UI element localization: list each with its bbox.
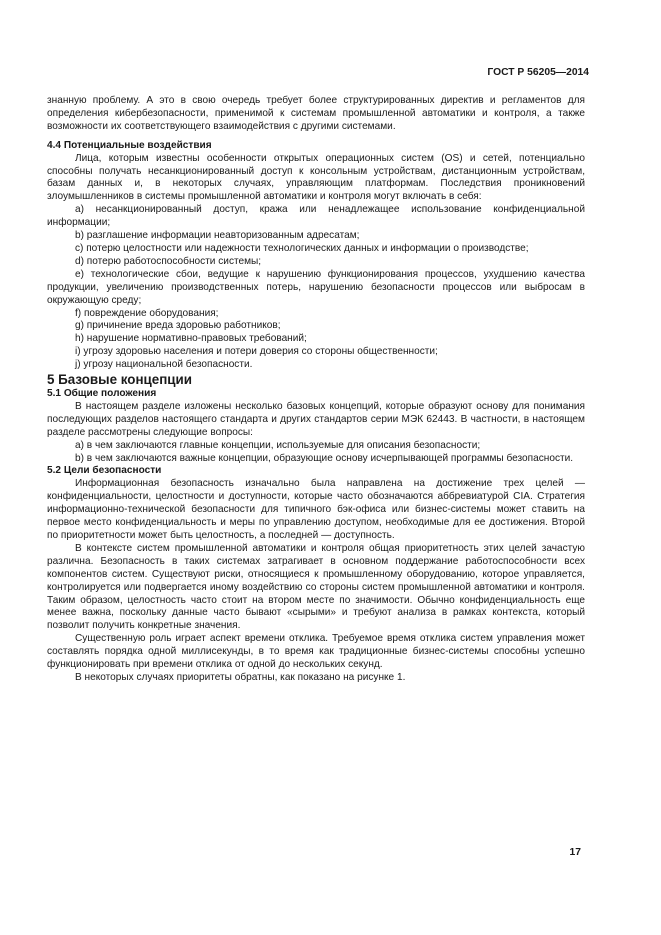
page-content — [47, 95, 585, 685]
list-item-5-1-b: b) в чем заключаются важные концепции, образующие основу исчерпывающей программы безопасности. — [75, 452, 574, 464]
section-4-4-heading: 4.4 Потенциальные воздействия — [47, 139, 212, 151]
list-item-i: i) угрозу здоровью населения и потери доверия со стороны общественности; — [75, 346, 438, 358]
list-item-5-1-a: а) в чем заключаются главные концепции, используемые для описания безопасности; — [75, 439, 481, 451]
list-item-e: е) технологические сбои, ведущие к нарушению функционирования процессов, ухудшению качества продукции, увеличению производственных потерь, нарушению безопасности процессов или выбросам в окружающую среду; — [47, 268, 585, 306]
section-5-2-paragraph: Информационная безопасность изначально была направлена на достижение трех целей — конфиденциальности, целостности и доступности, которые часто обозначаются аббревиатурой CIA. Стратегия информационно-технической безопасности для типичного бэк-офиса или бизнес-системы может ставить на первое место конфиденциальность и меры по управлению доступом, необходимые для ее достижения. Второй по приоритетности может быть целостность, а последней — доступность. — [47, 478, 585, 541]
section-4-4-lead: Лица, которым известны особенности открытых операционных систем (OS) и сетей, потенциально способны получать несанкционированный доступ к консольным устройствам, дистанционным устройствам, базам данных и, в некоторых случаях, управляющим платформам. Последствия проникновений злоумышленников в системы промышленной автоматики и контроля могут включать в себя: — [47, 152, 585, 203]
intro-paragraph: знанную проблему. А это в свою очередь требует более структурированных директив и регламентов для определения кибербезопасности, применимой к системам промышленной автоматики и контроля, а также возможности их соответствующего взаимодействия с другими системами. — [47, 95, 585, 132]
section-5-heading: 5 Базовые концепции — [47, 372, 192, 388]
section-5-2-paragraph: Существенную роль играет аспект времени отклика. Требуемое время отклика систем управления может составлять порядка одной миллисекунды, в то время как традиционные бизнес-системы способны успешно функционировать при времени отклика от одной до нескольких секунд. — [47, 633, 585, 671]
section-5-1-heading: 5.1 Общие положения — [47, 388, 157, 400]
section-5-2-heading: 5.2 Цели безопасности — [47, 465, 162, 477]
list-item-a: а) несанкционированный доступ, кража или ненадлежащее использование конфиденциальной информации; — [47, 204, 585, 229]
list-item-g: g) причинение вреда здоровью работников; — [75, 320, 281, 332]
list-item-j: j) угрозу национальной безопасности. — [75, 359, 253, 371]
page-number: 17 — [569, 847, 581, 858]
section-5-2-paragraph: В некоторых случаях приоритеты обратны, как показано на рисунке 1. — [75, 671, 406, 683]
section-5-1-lead: В настоящем разделе изложены несколько базовых концепций, которые образуют основу для понимания последующих разделов настоящего стандарта и других стандартов серии МЭК 62443. В частности, в настоящем разделе рассмотрены следующие вопросы: — [47, 400, 585, 438]
list-item-c: с) потерю целостности или надежности технологических данных и информации о производстве; — [75, 242, 529, 254]
list-item-h: h) нарушение нормативно-правовых требований; — [75, 333, 307, 345]
list-item-b: b) разглашение информации неавторизованным адресатам; — [75, 230, 360, 242]
list-item-d: d) потерю работоспособности системы; — [75, 255, 262, 267]
document-standard-id: ГОСТ Р 56205—2014 — [487, 67, 589, 78]
list-item-f: f) повреждение оборудования; — [75, 307, 219, 319]
section-5-2-paragraph: В контексте систем промышленной автоматики и контроля общая приоритетность этих целей зачастую различна. Безопасность в таких системах затрагивает в основном поддержание работоспособности всех компонентов систем. Существуют риски, относящиеся к промышленному оборудованию, которое управляется, контролируется или подвергается иному воздействию со стороны систем промышленной автоматики и контроля. Таким образом, целостность часто стоит на втором месте по значимости. Обычно конфиденциальность еще менее важна, поскольку данные часто бывают «сырыми» и требуют анализа в рамках контекста, который позволит получить конкретные значения. — [47, 542, 585, 632]
